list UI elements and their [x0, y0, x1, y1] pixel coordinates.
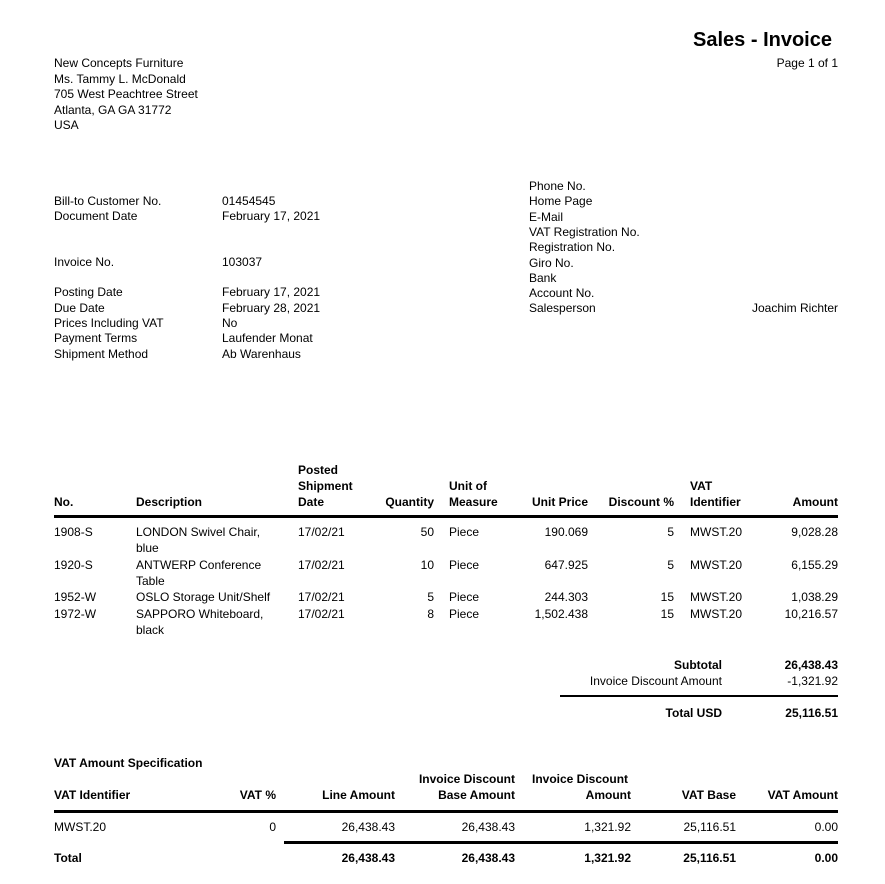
totals-divider: [560, 695, 838, 697]
info-value: Ab Warenhaus: [222, 347, 301, 361]
item-vat-id: MWST.20: [690, 607, 743, 621]
vat-total-idba: 26,438.43: [461, 851, 515, 865]
subtotal-value: 26,438.43: [784, 658, 838, 672]
info-label: E-Mail: [529, 209, 564, 224]
item-vat-id: MWST.20: [690, 558, 743, 572]
address-line: Atlanta, GA GA 31772: [54, 103, 172, 117]
address-line: 705 West Peachtree Street: [54, 87, 198, 101]
total-label: Total USD: [665, 706, 722, 720]
item-description: SAPPORO Whiteboard,: [136, 607, 264, 621]
item-discount: 15: [660, 590, 674, 604]
address-line: USA: [54, 118, 79, 132]
item-description: Table: [136, 574, 165, 588]
vat-col-ida-2: Amount: [585, 788, 631, 802]
info-label: Payment Terms: [54, 331, 138, 345]
vat-col-idba-2: Base Amount: [438, 788, 515, 802]
invoice-discount-value: -1,321.92: [787, 674, 838, 688]
item-no: 1920-S: [54, 558, 93, 572]
col-quantity: Quantity: [385, 495, 434, 509]
item-quantity: 50: [420, 525, 434, 539]
vat-total-label: Total: [54, 851, 82, 865]
vat-total-ida: 1,321.92: [584, 851, 631, 865]
vat-spec-title: VAT Amount Specification: [54, 756, 203, 770]
vat-row-ida: 1,321.92: [584, 820, 631, 834]
info-value: 01454545: [222, 194, 276, 208]
vat-total-base: 25,116.51: [683, 851, 736, 865]
invoice-discount-label: Invoice Discount Amount: [589, 674, 722, 688]
item-discount: 5: [667, 525, 674, 539]
item-description: black: [136, 623, 165, 637]
vat-row-idba: 26,438.43: [461, 820, 515, 834]
info-label: Bill-to Customer No.: [54, 194, 162, 208]
info-value: 103037: [222, 255, 263, 269]
item-quantity: 5: [427, 590, 434, 604]
info-label: Home Page: [529, 194, 593, 209]
vat-row-amount: 0.00: [814, 820, 838, 834]
vat-col-pct: VAT %: [239, 788, 276, 802]
item-uom: Piece: [449, 590, 480, 604]
vat-row-pct: 0: [269, 820, 276, 834]
col-shipment-date-3: Date: [298, 495, 325, 509]
item-description: LONDON Swivel Chair,: [136, 525, 261, 539]
item-discount: 15: [660, 607, 674, 621]
info-label: Invoice No.: [54, 255, 115, 269]
item-quantity: 10: [420, 558, 434, 572]
page-number: Page 1 of 1: [776, 56, 838, 70]
item-uom: Piece: [449, 607, 480, 621]
info-label: Phone No.: [529, 179, 586, 193]
item-shipment-date: 17/02/21: [298, 590, 345, 604]
vat-total-line-amount: 26,438.43: [341, 851, 395, 865]
subtotal-label: Subtotal: [674, 658, 722, 672]
info-value: February 28, 2021: [222, 301, 321, 315]
col-unit-price: Unit Price: [531, 495, 588, 509]
vat-row-line-amount: 26,438.43: [341, 820, 395, 834]
info-label: Prices Including VAT: [54, 316, 164, 330]
item-shipment-date: 17/02/21: [298, 558, 345, 572]
col-shipment-date-1: Posted: [298, 463, 339, 477]
info-label: VAT Registration No.: [529, 224, 640, 239]
item-no: 1908-S: [54, 525, 93, 539]
col-discount: Discount %: [608, 495, 674, 509]
item-discount: 5: [667, 558, 674, 572]
vat-header-divider: [54, 810, 838, 813]
info-value: February 17, 2021: [222, 285, 321, 299]
col-amount: Amount: [792, 495, 838, 509]
info-value: No: [222, 316, 238, 330]
item-description: OSLO Storage Unit/Shelf: [136, 590, 271, 604]
item-amount: 10,216.57: [784, 607, 838, 621]
item-vat-id: MWST.20: [690, 525, 743, 539]
vat-col-idba-1: Invoice Discount: [418, 772, 515, 786]
col-uom-2: Measure: [449, 495, 498, 509]
vat-col-line-amount: Line Amount: [322, 788, 395, 802]
info-label: Bank: [529, 270, 557, 285]
info-value: Joachim Richter: [751, 301, 838, 316]
address-line: Ms. Tammy L. McDonald: [54, 72, 186, 86]
info-label: Shipment Method: [54, 347, 149, 361]
item-unit-price: 647.925: [544, 558, 588, 572]
document-title: Sales - Invoice: [693, 29, 832, 51]
item-uom: Piece: [449, 525, 480, 539]
col-shipment-date-2: Shipment: [298, 479, 353, 493]
vat-total-amount: 0.00: [814, 851, 838, 865]
info-label: Account No.: [529, 286, 595, 301]
info-label: Document Date: [54, 209, 138, 223]
vat-total-divider: [284, 841, 838, 844]
info-label: Giro No.: [529, 255, 574, 270]
info-label: Registration No.: [529, 240, 616, 255]
vat-col-id: VAT Identifier: [54, 788, 131, 802]
vat-col-amount: VAT Amount: [767, 788, 838, 802]
item-amount: 9,028.28: [791, 525, 838, 539]
item-unit-price: 244.303: [544, 590, 588, 604]
address-line: New Concepts Furniture: [54, 56, 184, 70]
item-quantity: 8: [427, 607, 434, 621]
item-vat-id: MWST.20: [690, 590, 743, 604]
info-label: Salesperson: [529, 301, 596, 316]
item-uom: Piece: [449, 558, 480, 572]
item-unit-price: 190.069: [544, 525, 588, 539]
info-label: Posting Date: [54, 285, 123, 299]
col-uom-1: Unit of: [449, 479, 487, 493]
item-no: 1972-W: [54, 607, 97, 621]
info-label: Due Date: [54, 301, 105, 315]
col-description: Description: [136, 495, 203, 509]
item-no: 1952-W: [54, 590, 97, 604]
total-value: 25,116.51: [785, 706, 838, 720]
col-vat-id-2: Identifier: [690, 495, 741, 509]
info-value: Laufender Monat: [222, 331, 313, 345]
item-unit-price: 1,502.438: [534, 607, 588, 621]
vat-row-id: MWST.20: [54, 820, 107, 834]
item-shipment-date: 17/02/21: [298, 525, 345, 539]
info-value: February 17, 2021: [222, 209, 321, 223]
item-description: ANTWERP Conference: [136, 558, 262, 572]
item-shipment-date: 17/02/21: [298, 607, 345, 621]
item-amount: 6,155.29: [791, 558, 838, 572]
item-amount: 1,038.29: [791, 590, 838, 604]
vat-col-ida-1: Invoice Discount: [532, 772, 629, 786]
vat-col-base: VAT Base: [681, 788, 736, 802]
vat-row-base: 25,116.51: [683, 820, 736, 834]
col-vat-id-1: VAT: [690, 479, 713, 493]
header-divider: [54, 515, 838, 518]
item-description: blue: [136, 541, 159, 555]
col-no: No.: [54, 495, 74, 509]
